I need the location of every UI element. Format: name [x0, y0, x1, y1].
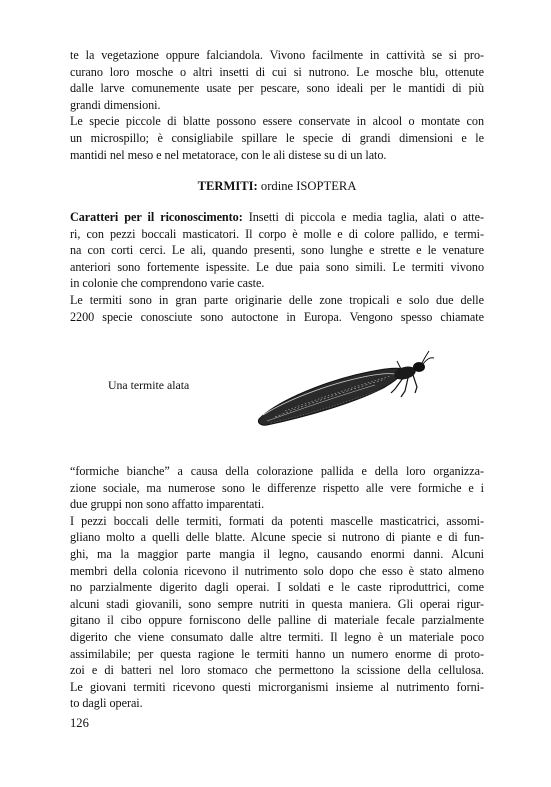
middle-paragraph: [70, 209, 484, 325]
section-heading: [70, 178, 484, 194]
text-line: in colonie che comprendono varie caste.: [70, 276, 265, 291]
text-line: gitano il cibo oppure forniscono delle palline di materiale fecale parzialmente: [70, 613, 484, 628]
section-heading-rest: ordine ISOPTERA: [257, 179, 357, 193]
text-line: [70, 209, 484, 226]
text-line: anteriori sono fortemente ispessite. Le due paia sono simili. Le termiti vivono: [70, 259, 484, 274]
text-line: Le termiti sono in gran parte originarie delle zone tropicali e solo due delle: [70, 292, 484, 307]
text-line: due gruppi non sono affatto imparentati.: [70, 497, 265, 512]
text-line: te la vegetazione oppure falciandola. Vivono facilmente in cattività se si pro-: [70, 48, 484, 62]
text-line: curano loro mosche o altri insetti di cui si nutrono. Le mosche blu, ottenute: [70, 64, 484, 79]
text-line: alcuni stadi giovanili, sono sempre nutriti in questa maniera. Gli operai rigur-: [70, 596, 484, 611]
figure-caption: Una termite alata: [108, 378, 190, 392]
lead-rest-text: Insetti di piccola e media taglia, alati o atte-: [242, 210, 484, 224]
text-line: mantidi nel meso e nel metatorace, con le ali distese su di un lato.: [70, 147, 387, 162]
bottom-paragraph: [70, 463, 484, 712]
text-line: no parzialmente digerito dagli operai. I soldati e le caste riproduttrici, come: [70, 580, 484, 595]
text-line: ghi, ma la maggior parte mangia il legno, causando enormi danni. Alcuni: [70, 546, 484, 561]
lead-bold-text: Caratteri per il riconoscimento:: [70, 210, 243, 224]
text-line: na con corti cerci. Le ali, quando presenti, sono lunghe e strette e le venature: [70, 243, 484, 258]
text-line: assimilabile; per questa ragione le termiti hanno un numero enorme di proto-: [70, 646, 484, 661]
text-line: zoi e di batteri nel loro stomaco che permettono la scissione della cellulosa.: [70, 663, 484, 678]
text-line: grandi dimensioni.: [70, 97, 161, 112]
text-line: Le giovani termiti ricevono questi microrganismi insieme al nutrimento forni-: [70, 679, 484, 694]
termite-illustration-icon: [245, 345, 435, 440]
text-line: digerito che viene consumato dalle altre termiti. Il legno è un materiale poco: [70, 629, 484, 644]
text-line: dalle larve comunemente usate per pescare, sono ideali per le mantidi di più: [70, 81, 484, 96]
text-line: un microspillo; è consigliabile spillare le specie di grandi dimensioni e le: [70, 130, 484, 145]
text-line: Le specie piccole di blatte possono essere conservate in alcool o montate con: [70, 114, 484, 129]
text-line: gliano molto a quelli delle blatte. Alcune specie si nutrono di piante e di fun-: [70, 530, 484, 545]
text-line: “formiche bianche” a causa della colorazione pallida e della loro organizza-: [70, 464, 484, 478]
top-paragraph: [70, 47, 484, 163]
text-line: zione sociale, ma numerose sono le differenze rispetto alle vere formiche e i: [70, 480, 484, 495]
text-line: ri, con pezzi boccali masticatori. Il corpo è molle e di colore pallido, e termi-: [70, 226, 484, 241]
text-line: membri della colonia ricevono il nutrimento solo dopo che esso è stato almeno: [70, 563, 484, 578]
page-number: 126: [70, 716, 89, 730]
text-line: to dagli operai.: [70, 696, 143, 711]
text-line: 2200 specie conosciute sono autoctone in Europa. Vengono spesso chiamate: [70, 309, 484, 324]
text-line: I pezzi boccali delle termiti, formati da potenti mascelle masticatrici, assomi-: [70, 513, 484, 528]
section-heading-bold: TERMITI:: [197, 179, 258, 193]
